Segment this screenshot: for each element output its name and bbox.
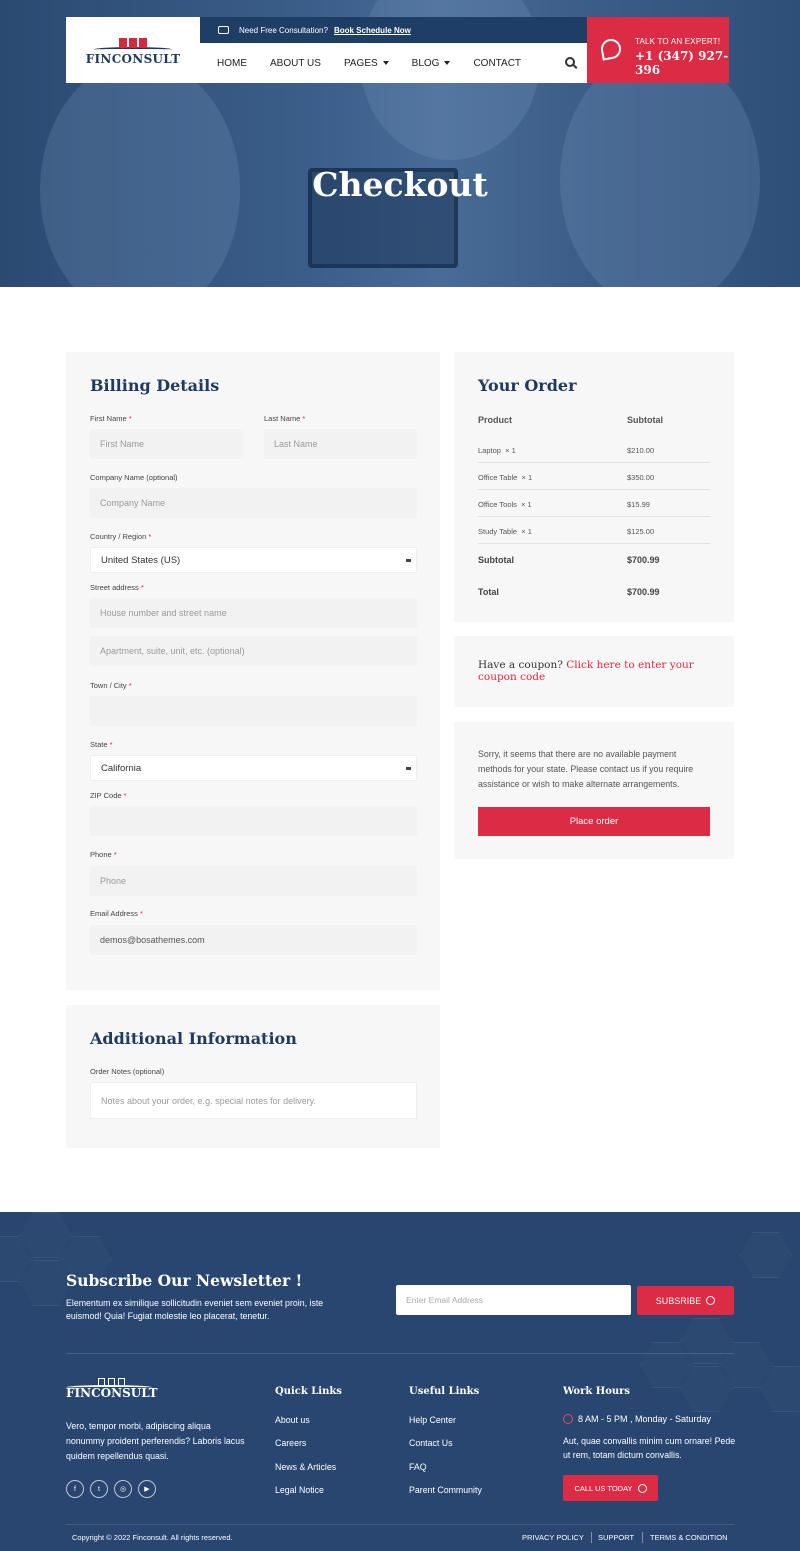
work-hours-text: Aut, quae convallis minim cum ornare! Pede ut rem, totam dictum convallis. (563, 1436, 736, 1460)
town-label: Town / City * (90, 681, 132, 690)
last-name-label: Last Name * (264, 414, 306, 423)
nav-contact[interactable]: CONTACT (473, 57, 522, 69)
coupon-link[interactable]: Click here to enter your coupon code (478, 659, 694, 683)
search-icon[interactable] (565, 57, 575, 67)
last-name-input[interactable]: Last Name (264, 429, 417, 459)
subtotal-header: Subtotal (627, 415, 663, 425)
phone-input[interactable]: Phone (90, 866, 417, 896)
site-logo[interactable]: FINCONSULT (66, 17, 200, 83)
clock-icon (563, 1414, 573, 1424)
subtotal-label: Subtotal (478, 555, 514, 565)
useful-link-help[interactable]: Help Center (409, 1415, 456, 1425)
subscribe-button[interactable]: SUBSRIBE (637, 1286, 734, 1315)
zip-input[interactable] (90, 806, 417, 836)
additional-info-card (66, 1005, 440, 1148)
billing-details-card (66, 352, 440, 990)
zip-label: ZIP Code * (90, 791, 127, 800)
nav-about-us[interactable]: ABOUT US (270, 57, 321, 69)
company-label: Company Name (optional) (90, 473, 178, 482)
copyright: Copyright © 2022 Finconsult. All rights reserved. (72, 1533, 233, 1542)
quick-link-legal[interactable]: Legal Notice (275, 1485, 324, 1495)
social-links (66, 1480, 156, 1498)
youtube-icon[interactable]: ▶ (138, 1480, 156, 1498)
order-notes-textarea[interactable]: Notes about your order, e.g. special notes for delivery. (90, 1082, 417, 1119)
consultation-text: Need Free Consultation? (239, 25, 328, 35)
order-item: Study Table × 1 $125.00 (478, 517, 710, 544)
arrow-right-icon (638, 1484, 647, 1493)
footer-about: Vero, tempor morbi, adipiscing aliqua nonummy proident perferendis? Laboris lacus quidem repellendus quasi. (66, 1421, 245, 1461)
quick-links-title: Quick Links (275, 1386, 342, 1397)
email-input[interactable]: demos@bosathemes.com (90, 925, 417, 955)
phone-icon (599, 37, 622, 60)
product-header: Product (478, 415, 513, 425)
expert-phone: +1 (347) 927-396 (635, 49, 729, 77)
coupon-card (454, 636, 734, 707)
quick-link-about[interactable]: About us (275, 1415, 310, 1425)
call-us-button[interactable]: CALL US TODAY (563, 1475, 658, 1501)
email-label: Email Address * (90, 909, 143, 918)
logo-icon (103, 34, 163, 50)
site-footer (0, 1212, 800, 1551)
terms-link[interactable]: TERMS & CONDITION (650, 1533, 728, 1542)
subtotal-value: $700.99 (627, 555, 660, 565)
support-link[interactable]: SUPPORT (598, 1533, 635, 1542)
street2-input[interactable]: Apartment, suite, unit, etc. (optional) (90, 636, 417, 666)
instagram-icon[interactable]: ◎ (114, 1480, 132, 1498)
nav-blog[interactable]: BLOG (412, 58, 451, 69)
payment-notice: Sorry, it seems that there are no available payment methods for your state. Please contact us if you require assistance or wish to make alternate arrangements. (478, 749, 694, 789)
coupon-text: Have a coupon? (478, 659, 563, 671)
billing-title: Billing Details (90, 376, 220, 395)
expert-callout[interactable] (587, 17, 729, 83)
dropdown-icon (406, 767, 411, 770)
main-nav (200, 43, 587, 83)
chat-icon (218, 26, 229, 34)
company-input[interactable]: Company Name (90, 488, 417, 518)
newsletter-email-input[interactable]: Enter Email Address (396, 1285, 631, 1315)
phone-label: Phone * (90, 850, 117, 859)
place-order-button[interactable]: Place order (478, 807, 710, 836)
work-hours-time: 8 AM - 5 PM , Monday - Saturday (563, 1414, 711, 1424)
privacy-policy-link[interactable]: PRIVACY POLICY (522, 1533, 584, 1542)
newsletter-text: Elementum ex similique sollicitudin eveniet sem eveniet proin, iste euismod! Quia! Fugiat molestie leo placerat, tenetur. (66, 1298, 324, 1321)
quick-link-careers[interactable]: Careers (275, 1438, 307, 1448)
country-label: Country / Region * (90, 532, 152, 541)
book-schedule-link[interactable]: Book Schedule Now (333, 25, 411, 35)
order-notes-label: Order Notes (optional) (90, 1067, 165, 1076)
order-title: Your Order (478, 376, 577, 395)
work-hours-title: Work Hours (563, 1386, 631, 1397)
first-name-label: First Name * (90, 414, 132, 423)
expert-label: TALK TO AN EXPERT! (635, 37, 721, 46)
useful-links-title: Useful Links (409, 1386, 480, 1397)
useful-link-community[interactable]: Parent Community (409, 1485, 482, 1495)
page-title: Checkout (312, 165, 488, 204)
street-label: Street address * (90, 583, 144, 592)
state-label: State * (90, 740, 113, 749)
quick-link-news[interactable]: News & Articles (275, 1462, 337, 1472)
nav-home[interactable]: HOME (217, 57, 247, 69)
chevron-down-icon (444, 61, 450, 65)
country-select[interactable]: United States (US) (90, 547, 417, 573)
total-label: Total (478, 587, 499, 597)
newsletter-title: Subscribe Our Newsletter ! (66, 1271, 303, 1290)
order-item: Office Table × 1 $350.00 (478, 463, 710, 490)
dropdown-icon (406, 559, 411, 562)
useful-link-contact[interactable]: Contact Us (409, 1438, 453, 1448)
total-value: $700.99 (627, 587, 660, 597)
state-select[interactable]: California (90, 755, 417, 781)
footer-logo[interactable]: FINCONSULT (66, 1378, 158, 1400)
chevron-down-icon (383, 61, 389, 65)
useful-link-faq[interactable]: FAQ (409, 1462, 427, 1472)
nav-pages[interactable]: PAGES (344, 58, 389, 69)
order-item: Laptop × 1 $210.00 (478, 436, 710, 463)
order-item: Office Tools × 1 $15.99 (478, 490, 710, 517)
arrow-right-icon (706, 1296, 715, 1305)
additional-title: Additional Information (90, 1029, 297, 1048)
twitter-icon[interactable]: t (90, 1480, 108, 1498)
top-bar (200, 17, 587, 43)
street-input[interactable]: House number and street name (90, 598, 417, 628)
site-header (66, 17, 729, 83)
your-order-card (454, 352, 734, 622)
facebook-icon[interactable]: f (66, 1480, 84, 1498)
town-input[interactable] (90, 696, 417, 726)
payment-card (454, 722, 734, 859)
first-name-input[interactable]: First Name (90, 429, 243, 459)
